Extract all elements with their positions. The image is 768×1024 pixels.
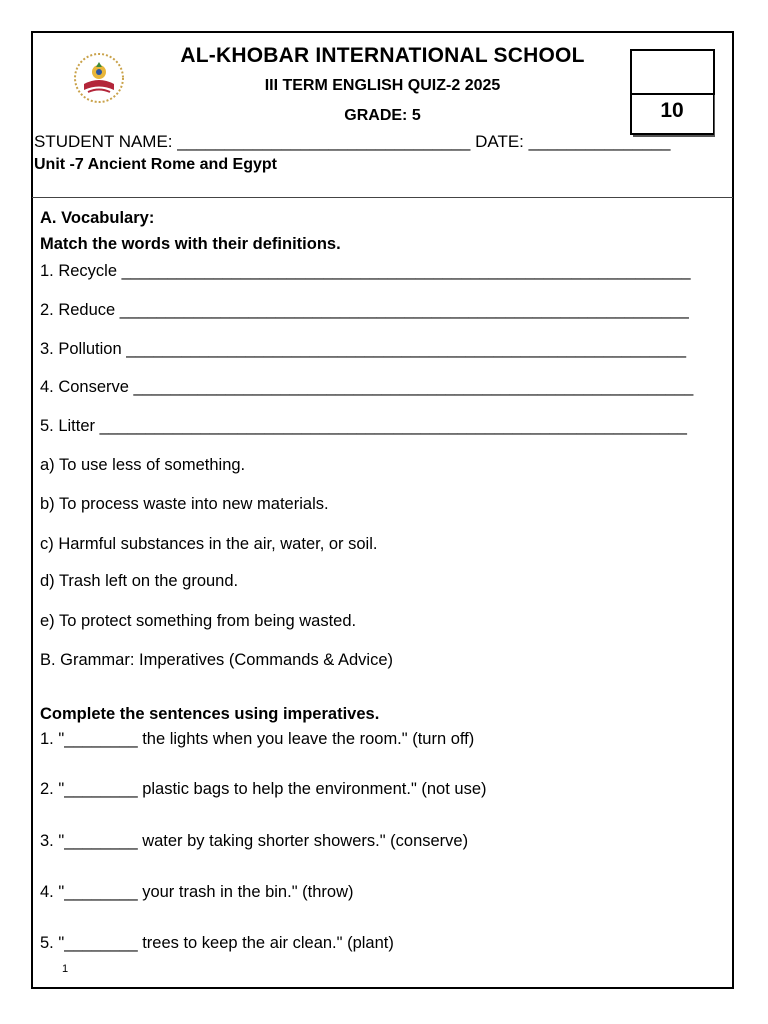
- vocab-item[interactable]: 1. Recycle ______________________________________________________________: [40, 262, 691, 280]
- quiz-title: III TERM ENGLISH QUIZ-2 2025: [264, 77, 501, 94]
- vocab-item[interactable]: 3. Pollution _____________________________________________________________: [40, 340, 686, 358]
- definition-item: e) To protect something from being wasted.: [40, 612, 357, 630]
- header-divider: [32, 197, 733, 198]
- section-b-instruction: Complete the sentences using imperatives.: [40, 705, 380, 723]
- definition-item: c) Harmful substances in the air, water, or soil.: [40, 535, 378, 553]
- unit-title: Unit -7 Ancient Rome and Egypt: [34, 156, 277, 173]
- date-field[interactable]: _______________: [528, 132, 671, 151]
- grammar-item[interactable]: 5. "________ trees to keep the air clean." (plant): [40, 934, 394, 952]
- definition-item: a) To use less of something.: [40, 456, 246, 474]
- grammar-item[interactable]: 2. "________ plastic bags to help the environment." (not use): [40, 780, 487, 798]
- definition-item: b) To process waste into new materials.: [40, 495, 329, 513]
- vocab-item[interactable]: 5. Litter ________________________________________________________________: [40, 417, 687, 435]
- student-name-field[interactable]: _______________________________: [177, 132, 471, 151]
- vocab-item[interactable]: 4. Conserve _____________________________________________________________: [40, 378, 694, 396]
- student-info-row: [34, 132, 724, 152]
- grade-label: GRADE: 5: [344, 107, 421, 124]
- date-label: DATE:: [475, 132, 524, 151]
- page-number: 1: [62, 963, 69, 975]
- section-b-heading: B. Grammar: Imperatives (Commands & Advice): [40, 651, 394, 669]
- school-name: AL-KHOBAR INTERNATIONAL SCHOOL: [180, 44, 585, 67]
- vocab-item[interactable]: 2. Reduce ______________________________________________________________: [40, 301, 689, 319]
- grammar-item[interactable]: 3. "________ water by taking shorter showers." (conserve): [40, 832, 469, 850]
- school-logo-icon: [70, 50, 128, 108]
- section-a-instruction: Match the words with their definitions.: [40, 235, 341, 253]
- grammar-item[interactable]: 4. "________ your trash in the bin." (throw): [40, 883, 354, 901]
- definition-item: d) Trash left on the ground.: [40, 572, 239, 590]
- student-name-label: STUDENT NAME:: [34, 132, 173, 151]
- grammar-item[interactable]: 1. "________ the lights when you leave the room." (turn off): [40, 730, 475, 748]
- score-total: 10: [660, 99, 684, 122]
- section-a-heading: A. Vocabulary:: [40, 209, 155, 227]
